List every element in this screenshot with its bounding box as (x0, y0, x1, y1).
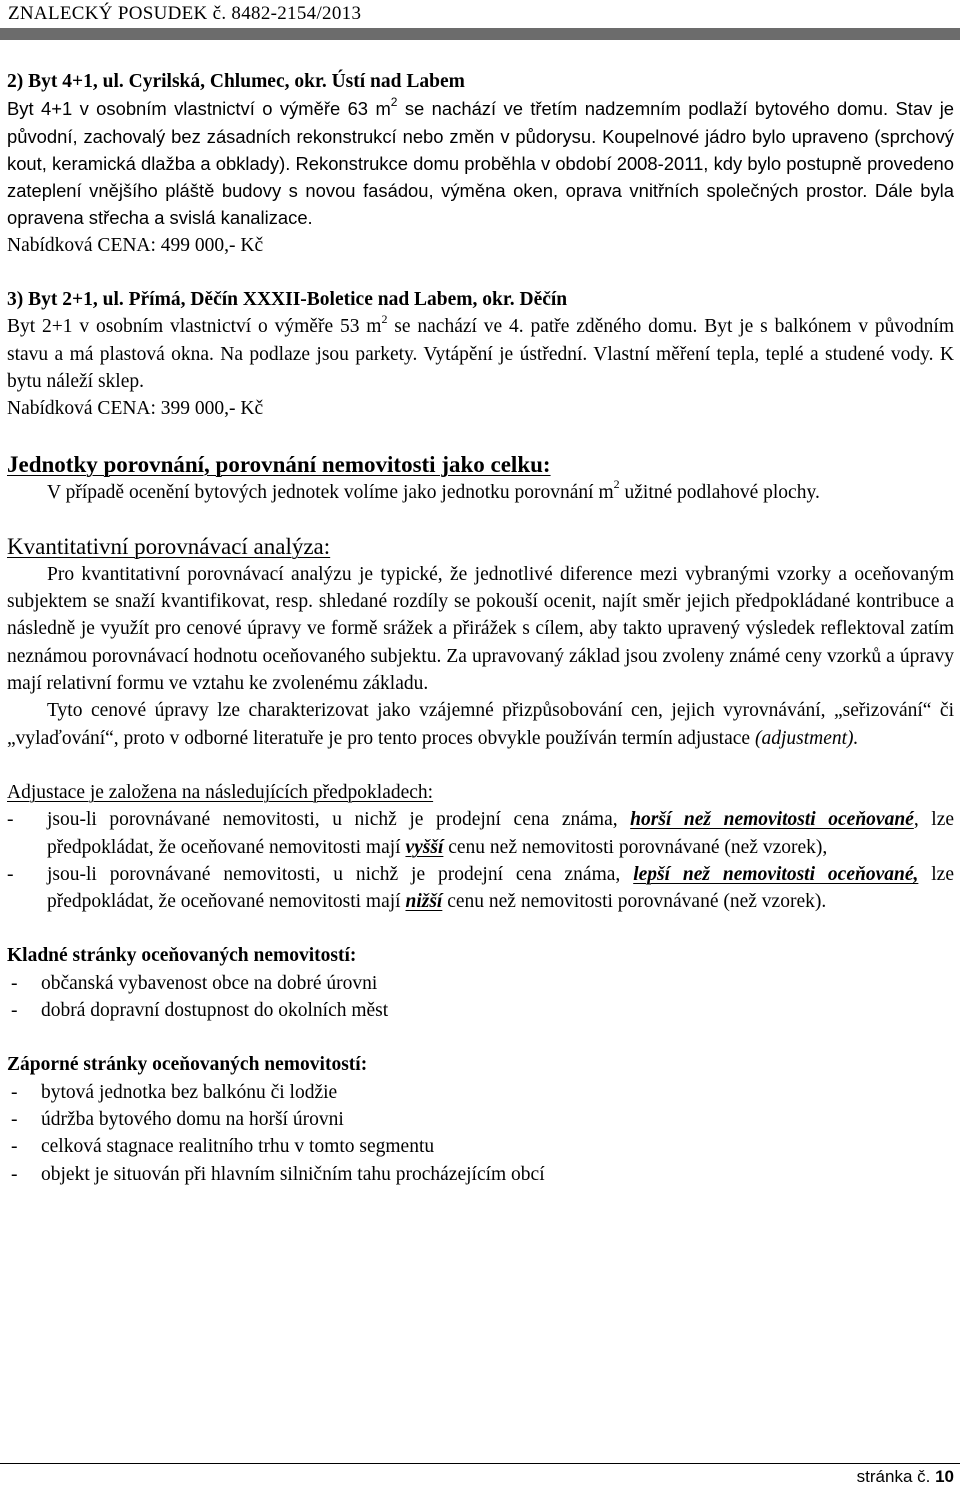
adjustment-item-1: - jsou-li porovnávané nemovitosti, u nichž je prodejní cena známa, horší než nemovitosti oceňované, lze předpokládat, že oceňované nemovitosti mají vyšší cenu než nemovitosti porovnávané (než vzorek), (7, 806, 954, 861)
adjustment-intro: Adjustace je založena na následujících předpokladech: (7, 781, 434, 803)
units-section (7, 450, 954, 506)
listing-3 (7, 286, 954, 422)
units-text: V případě ocenění bytových jednotek volíme jako jednotku porovnání $m^2$ užitné podlahové plochy. (47, 477, 820, 503)
list-item: - dobrá dopravní dostupnost do okolních měst (11, 1000, 389, 1022)
adjustment-item-2: - jsou-li porovnávané nemovitosti, u nichž je prodejní cena známa, lepší než nemovitosti oceňované, lze předpokládat, že oceňované nemovitosti mají nižší cenu než nemovitosti porovnávané (než vzorek). (7, 861, 954, 916)
quantitative-paragraph-1: Pro kvantitativní porovnávací analýzu je typické, že jednotlivé diference mezi vybranými vzorky a oceňovaným subjektem se snaží kvantifikovat, resp. shledané rozdíly se pokouší ocenit, najít směr jejich předpokládané kontribuce a následně je využít pro cenové úpravy ve formě srážek a přirážek s cílem, aby takto upravený výsledek reflektoval zatím neznámou porovnávací hodnotu oceňovaného subjektu. Za upravovaný základ jsou zvoleny známé ceny vzorků a úpravy mají relativní formu ve vztahu ke zvolenému základu. (7, 563, 954, 695)
list-item: - údržba bytového domu na horší úrovni (11, 1108, 344, 1130)
listing-2 (7, 68, 954, 259)
negatives-heading: Záporné stránky oceňovaných nemovitostí: (7, 1054, 368, 1076)
list-item: - bytová jednotka bez balkónu či lodžie (11, 1081, 338, 1103)
list-item: - objekt je situován při hlavním silničním tahu procházejícím obcí (11, 1163, 545, 1185)
negatives-list (7, 1079, 954, 1188)
page-header (0, 0, 960, 28)
dash-marker: - (7, 863, 14, 885)
positives-list (7, 970, 954, 1025)
listing-2-description: Byt 4+1 v osobním vlastnictví o výměře 63 $m^2$ se nachází ve třetím nadzemním podlaží bytového domu. Stav je původní, zachovalý bez zásadních rekonstrukcí nebo změn v půdorysu. Koupelnové jádro bylo upraveno (sprchový kout, keramická dlažba a obklady). Rekonstrukce domu proběhla v období 2008-2011, kdy bylo postupně provedeno zateplení vnějšího pláště budovy s novou fasádou, výměna oken, oprava vnitřních společných prostor. Dále byla opravena střecha a svislá kanalizace. (7, 95, 955, 229)
negatives-section (7, 1051, 954, 1187)
list-item: - občanská vybavenost obce na dobré úrovni (11, 972, 378, 994)
list-item: - celková stagnace realitního trhu v tomto segmentu (11, 1136, 435, 1158)
page-footer (857, 1467, 954, 1487)
footer-label: stránka č. (856, 1467, 936, 1486)
positives-heading: Kladné stránky oceňovaných nemovitostí: (7, 945, 357, 967)
positives-section (7, 942, 954, 1024)
adjustment-section (7, 779, 954, 915)
quantitative-paragraph-2: Tyto cenové úpravy lze charakterizovat jako vzájemné přizpůsobování cen, jejich vyrovnávání, „seřizování“ či „vylaďování“, proto v odborné literatuře je pro tento proces obvykle používán termín adjustace (adjustment). (7, 700, 954, 749)
header-rule (0, 28, 960, 40)
listing-2-heading: 2) Byt 4+1, ul. Cyrilská, Chlumec, okr. Ústí nad Labem (7, 71, 465, 92)
units-heading: Jednotky porovnání, porovnání nemovitosti jako celku: (7, 451, 551, 477)
listing-3-description: Byt 2+1 v osobním vlastnictví o výměře 53 $m^2$ se nachází ve 4. patře zděného domu. Byt je s balkónem v původním stavu a má plastová okna. Na podlaze jsou parkety. Vytápění je ústřední. Vlastní měření tepla, teplé a studené vody. K bytu náleží sklep. (7, 311, 954, 392)
listing-3-heading: 3) Byt 2+1, ul. Přímá, Děčín XXXII-Boletice nad Labem, okr. Děčín (7, 289, 568, 311)
header-title: ZNALECKÝ POSUDEK č. 8482-2154/2013 (8, 3, 362, 24)
dash-marker: - (7, 809, 14, 831)
page-number: 10 (935, 1467, 954, 1486)
page-content (7, 68, 954, 1188)
footer-rule (0, 1463, 960, 1464)
quantitative-heading: Kvantitativní porovnávací analýza: (7, 533, 331, 559)
listing-3-price: Nabídková CENA: 399 000,- Kč (7, 398, 264, 420)
listing-2-price: Nabídková CENA: 499 000,- Kč (7, 234, 264, 256)
quantitative-section (7, 532, 954, 752)
